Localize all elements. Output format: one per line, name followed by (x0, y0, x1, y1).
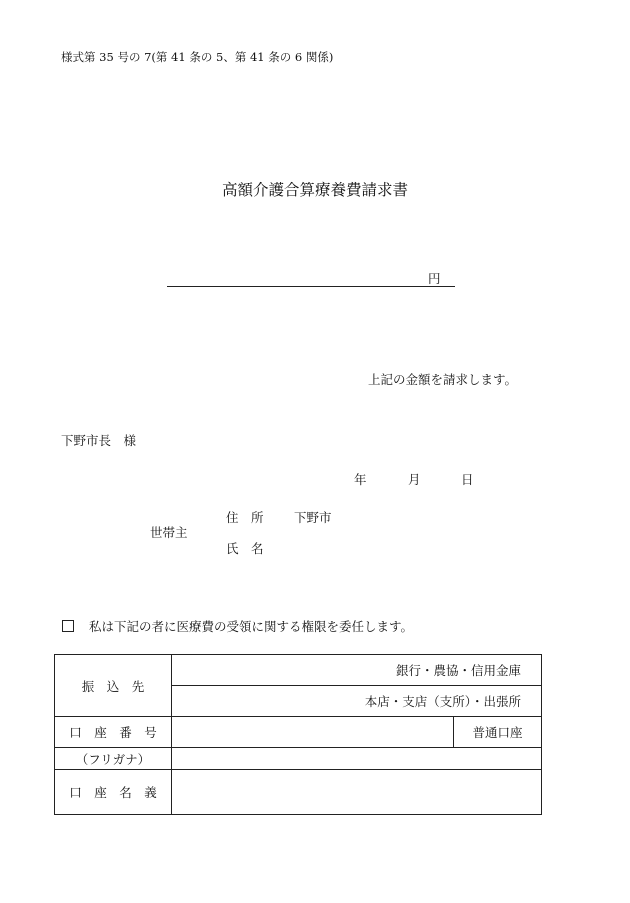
delegation-text: 私は下記の者に医療費の受領に関する権限を委任します。 (89, 619, 414, 634)
delegation-checkbox[interactable] (62, 620, 74, 632)
account-number-label: 口 座 番 号 (55, 717, 172, 748)
transfer-destination-label: 振 込 先 (55, 655, 172, 717)
request-statement: 上記の金額を請求します。 (368, 372, 518, 387)
addressee: 下野市長 様 (61, 433, 137, 448)
furigana-label: （フリガナ） (55, 748, 172, 770)
date-day-label: 日 (461, 472, 474, 487)
address-value[interactable]: 下野市 (294, 510, 332, 525)
name-label: 氏 名 (226, 541, 264, 556)
delegation-row (61, 617, 413, 635)
branch-type-cell[interactable]: 本店・支店（支所）・出張所 (172, 686, 542, 717)
address-label: 住 所 (226, 510, 264, 525)
account-name-label: 口 座 名 義 (55, 770, 172, 815)
date-month-label: 月 (408, 472, 421, 487)
furigana-field[interactable] (172, 748, 542, 770)
account-number-field[interactable] (172, 717, 454, 748)
document-title: 高額介護合算療養費請求書 (221, 181, 408, 199)
date-year-label: 年 (354, 472, 367, 487)
amount-field-line[interactable] (167, 286, 455, 287)
bank-account-table (54, 654, 542, 815)
yen-unit-label: 円 (428, 271, 441, 286)
account-name-field[interactable] (172, 770, 542, 815)
bank-type-cell[interactable]: 銀行・農協・信用金庫 (172, 655, 542, 686)
account-type-cell: 普通口座 (454, 717, 542, 748)
household-head-label: 世帯主 (150, 525, 188, 540)
form-number: 様式第 35 号の 7(第 41 条の 5、第 41 条の 6 関係) (61, 50, 334, 64)
